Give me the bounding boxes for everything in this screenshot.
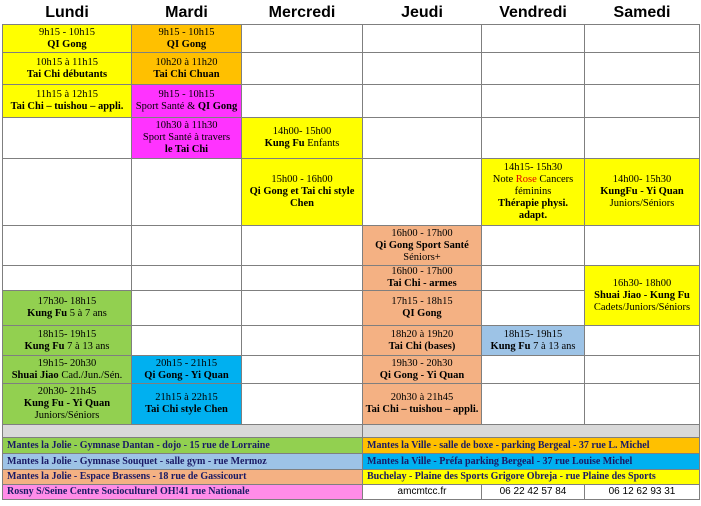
- time: 10h30 à 11h30: [155, 120, 218, 131]
- jeudi-taichi-tuishou-cell: [363, 384, 481, 424]
- lundi-kungfu-7-13-cell: [3, 326, 131, 355]
- legend-rosny: Rosny S/Seine Centre Socioculturel OH!41 rue Nationale: [3, 485, 362, 499]
- activity: le Tai Chi: [164, 144, 209, 155]
- activity: Kung Fu: [490, 340, 531, 352]
- time: 20h30 à 21h45: [390, 392, 454, 403]
- lundi-kungfu-5-7-cell: [3, 291, 131, 325]
- activity: Kung Fu: [264, 138, 305, 149]
- age-group: 7 à 13 ans: [533, 340, 576, 352]
- activity: QI Gong: [197, 101, 238, 112]
- activity: Qi Gong - Yi Quan: [379, 369, 465, 381]
- activity: Tai Chi – tuishou – appli.: [10, 101, 124, 112]
- activity: KungFu - Yi Quan: [600, 186, 684, 197]
- grid-h-9: [2, 355, 700, 356]
- grid-h-13: [2, 453, 700, 454]
- grid-h-12: [2, 437, 700, 438]
- time: 16h00 - 17h00: [391, 227, 453, 239]
- time: 14h00- 15h00: [272, 126, 332, 137]
- time: 15h00 - 16h00: [271, 174, 333, 185]
- vendredi-note-rose-cell: [482, 159, 584, 225]
- time: 19h30 - 20h30: [391, 357, 453, 369]
- time: 18h20 à 19h20: [390, 328, 454, 340]
- header-vendredi: Vendredi: [499, 4, 567, 21]
- samedi-shuaijiao-kungfu-cell: [585, 266, 699, 325]
- activity: Tai Chi – tuishou – appli.: [365, 404, 479, 415]
- legend-salle-boxe-bergeal: Mantes la Ville - salle de boxe - parking Bergeal - 37 rue L. Michel: [363, 438, 699, 453]
- activity: Tai Chi - armes: [387, 278, 457, 289]
- activity: Kung Fu: [27, 308, 68, 319]
- mardi-qigong-cell: [132, 25, 241, 52]
- age-group: Juniors/Séniors: [609, 198, 675, 209]
- grid-h-4: [2, 158, 700, 159]
- lundi-kungfu-yiquan-cell: [3, 384, 131, 424]
- program: Sport Santé &: [135, 101, 198, 112]
- header-lundi: Lundi: [45, 4, 89, 21]
- header-jeudi: Jeudi: [401, 4, 443, 21]
- activity: QI Gong: [402, 308, 442, 319]
- time: 9h15 - 10h15: [158, 89, 215, 100]
- activity: Tai Chi (bases): [388, 340, 456, 352]
- grid-h-6: [2, 265, 700, 266]
- age-group: 7 à 13 ans: [67, 340, 110, 352]
- age-group: Cadets/Juniors/Séniors: [593, 301, 691, 313]
- grid-h-2: [2, 84, 700, 85]
- grid-h-top: [2, 24, 700, 25]
- time: 10h20 à 11h20: [155, 56, 218, 68]
- vendredi-kungfu-cell: [482, 326, 584, 355]
- mardi-qigong-yiquan-cell: [132, 356, 241, 383]
- mercredi-qigong-taichi-chen-cell: [242, 159, 362, 225]
- jeudi-qigong-sport-sante-cell: [363, 226, 481, 265]
- activity: Tai Chi Chuan: [153, 68, 220, 80]
- website-text: amcmtcc.fr: [397, 486, 447, 497]
- time: 14h15- 15h30: [503, 162, 563, 173]
- activity: Thérapie physi. adapt.: [497, 198, 568, 221]
- time: 9h15 - 10h15: [39, 26, 95, 38]
- time: 17h30- 18h15: [37, 296, 97, 307]
- activity: QI Gong: [47, 38, 87, 50]
- activity: Shuai Jiao: [11, 369, 59, 381]
- lundi-taichi-debutants-cell: [3, 53, 131, 84]
- phone-2: 06 12 62 93 31: [608, 486, 676, 497]
- grid-h-bottom: [2, 499, 700, 500]
- legend-espace-brassens: Mantes la Jolie - Espace Brassens - 18 rue de Gassicourt: [3, 470, 362, 484]
- grid-h-1: [2, 52, 700, 53]
- header-mercredi: Mercredi: [268, 4, 336, 21]
- grid-h-15: [2, 484, 700, 485]
- activity: Tai Chi style Chen: [145, 404, 228, 415]
- time: 18h15- 19h15: [37, 328, 97, 340]
- grid-h-14: [2, 469, 700, 470]
- activity: QI Gong: [166, 38, 207, 50]
- grid-h-10: [2, 383, 700, 384]
- grid-v-5b: [584, 484, 585, 500]
- rose-label: Rose: [515, 174, 537, 185]
- time: 18h15- 19h15: [503, 328, 563, 340]
- grid-v-4b: [481, 484, 482, 500]
- activity: Shuai Jiao - Kung Fu: [594, 289, 690, 301]
- grid-h-11: [2, 424, 700, 425]
- grid-h-8: [2, 325, 700, 326]
- mardi-taichi-chuan-cell: [132, 53, 241, 84]
- age-group: Juniors/Séniors: [34, 410, 100, 421]
- activity: Kung Fu: [24, 340, 65, 352]
- grid-v-3: [362, 24, 363, 500]
- activity: Qi Gong Sport Santé: [375, 239, 469, 251]
- age-group: Cad./Jun./Sén.: [61, 369, 123, 381]
- legend-separator: [3, 425, 699, 437]
- jeudi-taichi-armes-cell: [363, 266, 481, 290]
- time: 11h15 à 12h15: [35, 89, 99, 100]
- time: 19h15- 20h30: [37, 357, 97, 369]
- grid-v-left: [2, 24, 3, 500]
- legend-gymnase-souquet: Mantes la Jolie - Gymnase Souquet - salle gym - rue Mermoz: [3, 454, 362, 469]
- lundi-taichi-tuishou-cell: [3, 85, 131, 117]
- program: Note Rose Cancers féminins: [492, 174, 574, 197]
- program: Sport Santé à travers: [142, 132, 231, 143]
- time: 17h15 - 18h15: [391, 296, 453, 307]
- time: 20h15 - 21h15: [155, 357, 218, 369]
- age-group: Séniors+: [403, 251, 441, 263]
- time: 14h00- 15h30: [612, 174, 672, 185]
- mardi-taichi-chen-cell: [132, 384, 241, 424]
- lundi-shuaijiao-cell: [3, 356, 131, 383]
- time: 16h30- 18h00: [612, 277, 672, 289]
- activity: Kung Fu - Yi Quan: [23, 398, 111, 409]
- legend-gymnase-dantan: Mantes la Jolie - Gymnase Dantan - dojo - 15 rue de Lorraine: [3, 438, 362, 453]
- grid-h-3: [2, 117, 700, 118]
- jeudi-qigong-yiquan-cell: [363, 356, 481, 383]
- time: 21h15 à 22h15: [155, 392, 218, 403]
- grid-h-7a: [2, 290, 585, 291]
- time: 10h15 à 11h15: [35, 56, 99, 68]
- activity: Qi Gong - Yi Quan: [144, 369, 229, 381]
- header-samedi: Samedi: [613, 4, 671, 21]
- lundi-qigong-cell: [3, 25, 131, 52]
- time: 9h15 - 10h15: [158, 26, 215, 38]
- samedi-kungfu-yiquan-cell: [585, 159, 699, 225]
- jeudi-qigong-cell: [363, 291, 481, 325]
- phone-1: 06 22 42 57 84: [499, 486, 567, 497]
- jeudi-taichi-bases-cell: [363, 326, 481, 355]
- age-group: Enfants: [307, 138, 340, 149]
- grid-v-right: [699, 24, 700, 500]
- mardi-sport-sante-taichi-cell: [132, 118, 241, 158]
- mardi-sport-sante-qigong-cell: [132, 85, 241, 117]
- mercredi-kungfu-enfants-cell: [242, 118, 362, 158]
- activity: Qi Gong et Tai chi style Chen: [249, 186, 355, 209]
- legend-prefa-bergeal: Mantes la Ville - Préfa parking Bergeal - 37 rue Louise Michel: [363, 454, 699, 469]
- time: 16h00 - 17h00: [391, 266, 453, 277]
- age-group: 5 à 7 ans: [69, 308, 107, 319]
- legend-buchelay: Buchelay - Plaine des Sports Grigore Obreja - rue Plaine des Sports: [363, 470, 699, 484]
- activity: Tai Chi débutants: [26, 68, 108, 80]
- time: 20h30- 21h45: [37, 386, 97, 397]
- grid-h-5: [2, 225, 700, 226]
- header-mardi: Mardi: [165, 4, 208, 21]
